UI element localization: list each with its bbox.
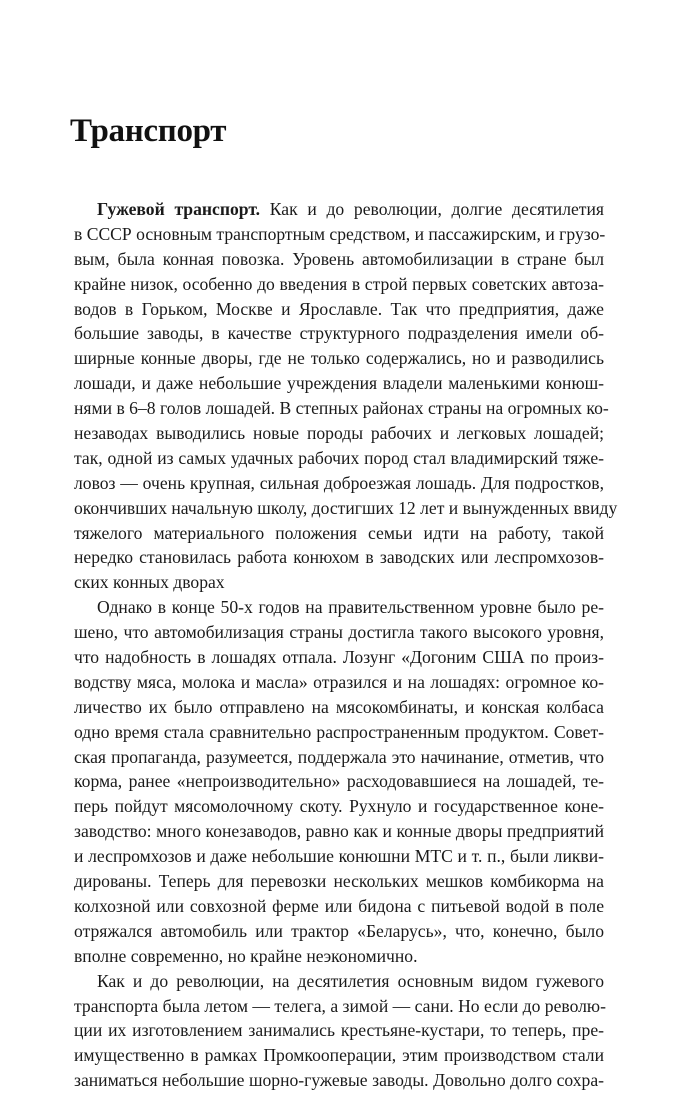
- text-line: [74, 595, 604, 620]
- text-line: [74, 794, 604, 819]
- paragraph: [74, 969, 604, 1093]
- text-line: [74, 1043, 604, 1068]
- line-text: корма, ранее «непроизводительно» расходовавшиеся на лошадей, те-: [74, 771, 604, 792]
- text-line: [74, 346, 604, 371]
- line-text: и леспромхозов и даже небольшие конюшни МТС и т. п., были ликви-: [74, 846, 604, 867]
- line-text: ская пропаганда, разумеется, поддержала это начинание, отметив, что: [74, 746, 604, 767]
- text-line: [74, 521, 604, 546]
- line-text: лошади, и даже небольшие учреждения владели маленькими конюш-: [74, 373, 604, 394]
- text-line: [74, 247, 604, 272]
- line-text: ширные конные дворы, где не только содержались, но и разводились: [74, 348, 604, 369]
- text-line: [74, 919, 604, 944]
- text-line: [74, 222, 604, 247]
- text-line: [74, 645, 604, 670]
- section-run-in-heading: Гужевой транспорт.: [97, 199, 261, 219]
- line-text: тяжелого материального положения семьи идти на работу, такой: [74, 522, 604, 543]
- line-text: перь пойдут мясомолочному скоту. Рухнуло и государственное коне-: [74, 796, 604, 817]
- line-text: нередко становилась работа конюхом в заводских или леспромхозов-: [74, 547, 604, 568]
- text-line: [74, 272, 604, 297]
- line-text: окончивших начальную школу, достигших 12 лет и вынужденных ввиду: [74, 497, 618, 518]
- text-line: [74, 745, 604, 770]
- text-line: [74, 994, 604, 1019]
- line-text: вполне современно, но крайне неэкономично.: [74, 945, 418, 966]
- line-text: в СССР основным транспортным средством, и пассажирским, и грузо-: [74, 223, 606, 244]
- line-text: заниматься небольшие шорно-гужевые заводы. Довольно долго сохра-: [74, 1070, 604, 1091]
- line-text: крайне низок, особенно до введения в строй первых советских автоза-: [74, 273, 604, 294]
- paragraph: [74, 197, 618, 595]
- line-text: так, одной из самых удачных рабочих пород стал владимирский тяже-: [74, 447, 604, 468]
- line-text: имущественно в рамках Промкооперации, этим производством стали: [74, 1045, 604, 1066]
- text-line: [74, 297, 604, 322]
- line-text: личество их было отправлено на мясокомбинаты, и конская колбаса: [74, 696, 604, 717]
- line-text: нями в 6–8 голов лошадей. В степных районах страны на огромных ко-: [74, 398, 609, 419]
- text-line: [74, 944, 604, 969]
- line-text: отряжался автомобиль или трактор «Беларусь», что, конечно, было: [74, 920, 604, 941]
- line-text: Однако в конце 50-х годов на правительственном уровне было ре-: [97, 597, 604, 618]
- line-text: водству мяса, молока и масла» отразился и на лошадях: огромное ко-: [74, 671, 604, 692]
- text-line: [74, 396, 609, 421]
- text-line: [74, 471, 604, 496]
- text-line: [74, 496, 618, 521]
- line-text: незаводах выводились новые породы рабочих и легковых лошадей;: [74, 423, 604, 444]
- line-text: одно время стала сравнительно распространенным продуктом. Совет-: [74, 721, 604, 742]
- text-line: [74, 620, 604, 645]
- text-line: [74, 670, 604, 695]
- line-text: дированы. Теперь для перевозки нескольких мешков комбикорма на: [74, 871, 604, 892]
- text-line: [74, 720, 604, 745]
- line-text: шено, что автомобилизация страны достигла такого высокого уровня,: [74, 622, 604, 643]
- line-text: заводство: много конезаводов, равно как и конные дворы предприятий: [74, 821, 604, 842]
- line-text: Как и до революции, на десятилетия основным видом гужевого: [97, 970, 604, 991]
- chapter-body: [74, 197, 618, 1093]
- text-line: [74, 446, 604, 471]
- line-text: вым, была конная повозка. Уровень автомобилизации в стране был: [74, 248, 604, 269]
- line-text: что надобность в лошадях отпала. Лозунг «Догоним США по произ-: [74, 647, 604, 668]
- text-line: [74, 371, 604, 396]
- text-line: [74, 570, 604, 595]
- text-line: [74, 1068, 604, 1093]
- paragraph: [74, 595, 604, 968]
- text-line: [74, 769, 604, 794]
- line-text: водов в Горьком, Москве и Ярославле. Так что предприятия, даже: [74, 298, 604, 319]
- text-line: [74, 321, 604, 346]
- line-text: ции их изготовлением занимались крестьяне-кустари, то теперь, пре-: [74, 1020, 604, 1041]
- text-line: [74, 421, 604, 446]
- text-line: [74, 844, 604, 869]
- text-line: [74, 1018, 604, 1043]
- line-text: транспорта была летом — телега, а зимой — сани. Но если до револю-: [74, 995, 606, 1016]
- text-line: [74, 894, 604, 919]
- line-text: большие заводы, в качестве структурного подразделения имели об-: [74, 323, 604, 344]
- line-text: ских конных дворах: [74, 572, 225, 593]
- text-line: [74, 869, 604, 894]
- text-line: [74, 695, 604, 720]
- text-line: [74, 819, 604, 844]
- text-line: [74, 545, 604, 570]
- text-line: [74, 969, 604, 994]
- text-line: [74, 197, 604, 222]
- line-text: колхозной или совхозной ферме или бидона с питьевой водой в поле: [74, 895, 604, 916]
- chapter-title: Транспорт: [70, 113, 227, 149]
- line-text: Как и до революции, долгие десятилетия: [260, 199, 604, 219]
- line-text: ловоз — очень крупная, сильная доброезжая лошадь. Для подростков,: [74, 472, 604, 493]
